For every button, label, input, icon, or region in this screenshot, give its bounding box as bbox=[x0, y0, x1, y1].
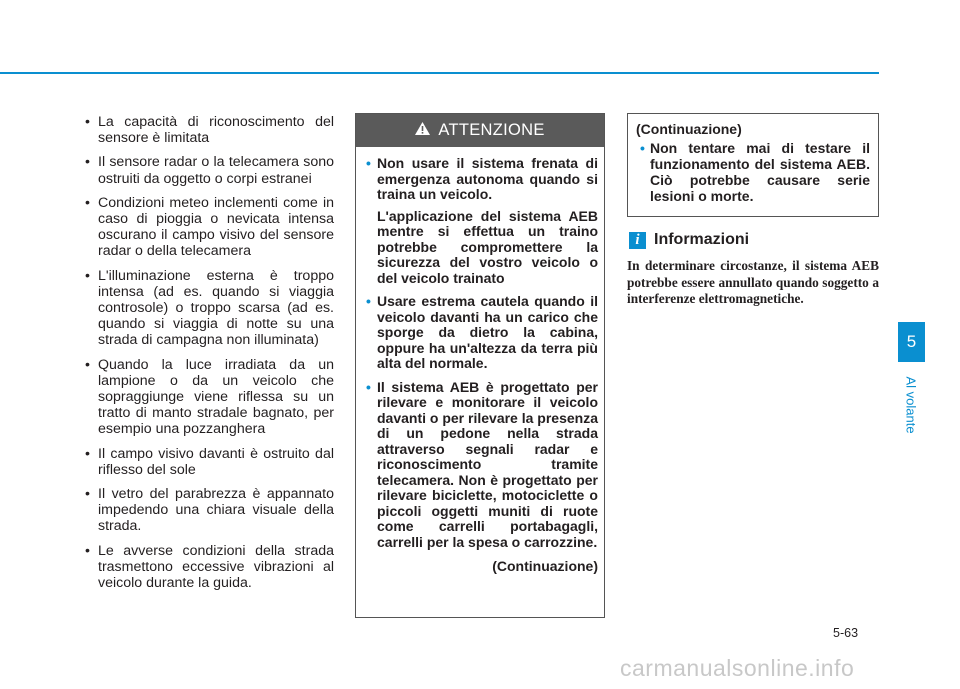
list-item: • La capacità di riconoscimento del sensore è limitata bbox=[85, 114, 334, 147]
list-item: • Il vetro del parabrezza è appannato impedendo una chiara visuale della strada. bbox=[85, 486, 334, 535]
info-title: Informazioni bbox=[654, 231, 750, 248]
list-item: • Quando la luce irradiata da un lampione o da un veicolo che sopraggiunge viene riflessa su un tratto di manto stradale bagnato, per esempio una pozzanghera bbox=[85, 356, 334, 438]
info-text: In determinare circostanze, il sistema AEB potrebbe essere annullato quando soggetto a interferenze elettromagnetiche. bbox=[627, 258, 879, 306]
continuation-box bbox=[627, 113, 879, 217]
warning-box bbox=[355, 113, 605, 618]
warning-item: • Non usare il sistema frenata di emergenza autonoma quando si traina un veicolo. L'applicazione del sistema AEB mentre si effettua un traino potrebbe compromettere la sicurezza del vostro veicolo o del veicolo trainato bbox=[366, 155, 598, 286]
list-item: • Le avverse condizioni della strada trasmettono eccessive vibrazioni al veicolo durante la guida. bbox=[85, 542, 334, 592]
continued-label: (Continuazione) bbox=[492, 558, 598, 574]
header-rule bbox=[0, 72, 879, 74]
continuation-item: • Non tentare mai di testare il funzionamento del sistema AEB. Ciò potrebbe causare serie lesioni o morte. bbox=[640, 140, 870, 204]
watermark: carmanualsonline.info bbox=[620, 655, 855, 681]
warning-title: ATTENZIONE bbox=[438, 121, 545, 139]
list-item: • Condizioni meteo inclementi come in caso di pioggia o nevicata intensa oscurano il campo visivo del sensore radar o della telecamera bbox=[85, 194, 334, 260]
warning-header bbox=[356, 114, 604, 147]
conditions-list bbox=[85, 114, 334, 599]
info-header bbox=[629, 231, 749, 249]
page-number: 5-63 bbox=[833, 626, 859, 640]
continuation-title: (Continuazione) bbox=[636, 121, 742, 137]
list-item: • L'illuminazione esterna è troppo intensa (ad es. quando si viaggia controsole) o troppo scarsa (ad es. quando si viaggia di notte su una strada di campagna non illuminata) bbox=[85, 267, 334, 349]
list-item: • Il campo visivo davanti è ostruito dal riflesso del sole bbox=[85, 445, 334, 478]
info-icon: i bbox=[629, 232, 646, 249]
warning-item: • Il sistema AEB è progettato per rilevare e monitorare il veicolo davanti o per rilevare la presenza di un pedone nella strada attraverso segnali radar e riconoscimento tramite telecamera. Non è progettato per rilevare biciclette, motociclette o piccoli oggetti muniti di ruote come carrelli portabagagli, carrelli per la spesa o carrozzine. bbox=[366, 378, 598, 550]
list-item: • Il sensore radar o la telecamera sono ostruiti da oggetto o corpi estranei bbox=[85, 154, 334, 187]
chapter-name: Al volante bbox=[903, 376, 919, 434]
warning-item: • Usare estrema cautela quando il veicolo davanti ha un carico che sporge da dietro la cabina, oppure ha un'altezza da terra più alta del normale. bbox=[366, 293, 598, 371]
chapter-tab: 5 bbox=[898, 322, 925, 362]
warning-triangle-icon bbox=[415, 121, 430, 140]
